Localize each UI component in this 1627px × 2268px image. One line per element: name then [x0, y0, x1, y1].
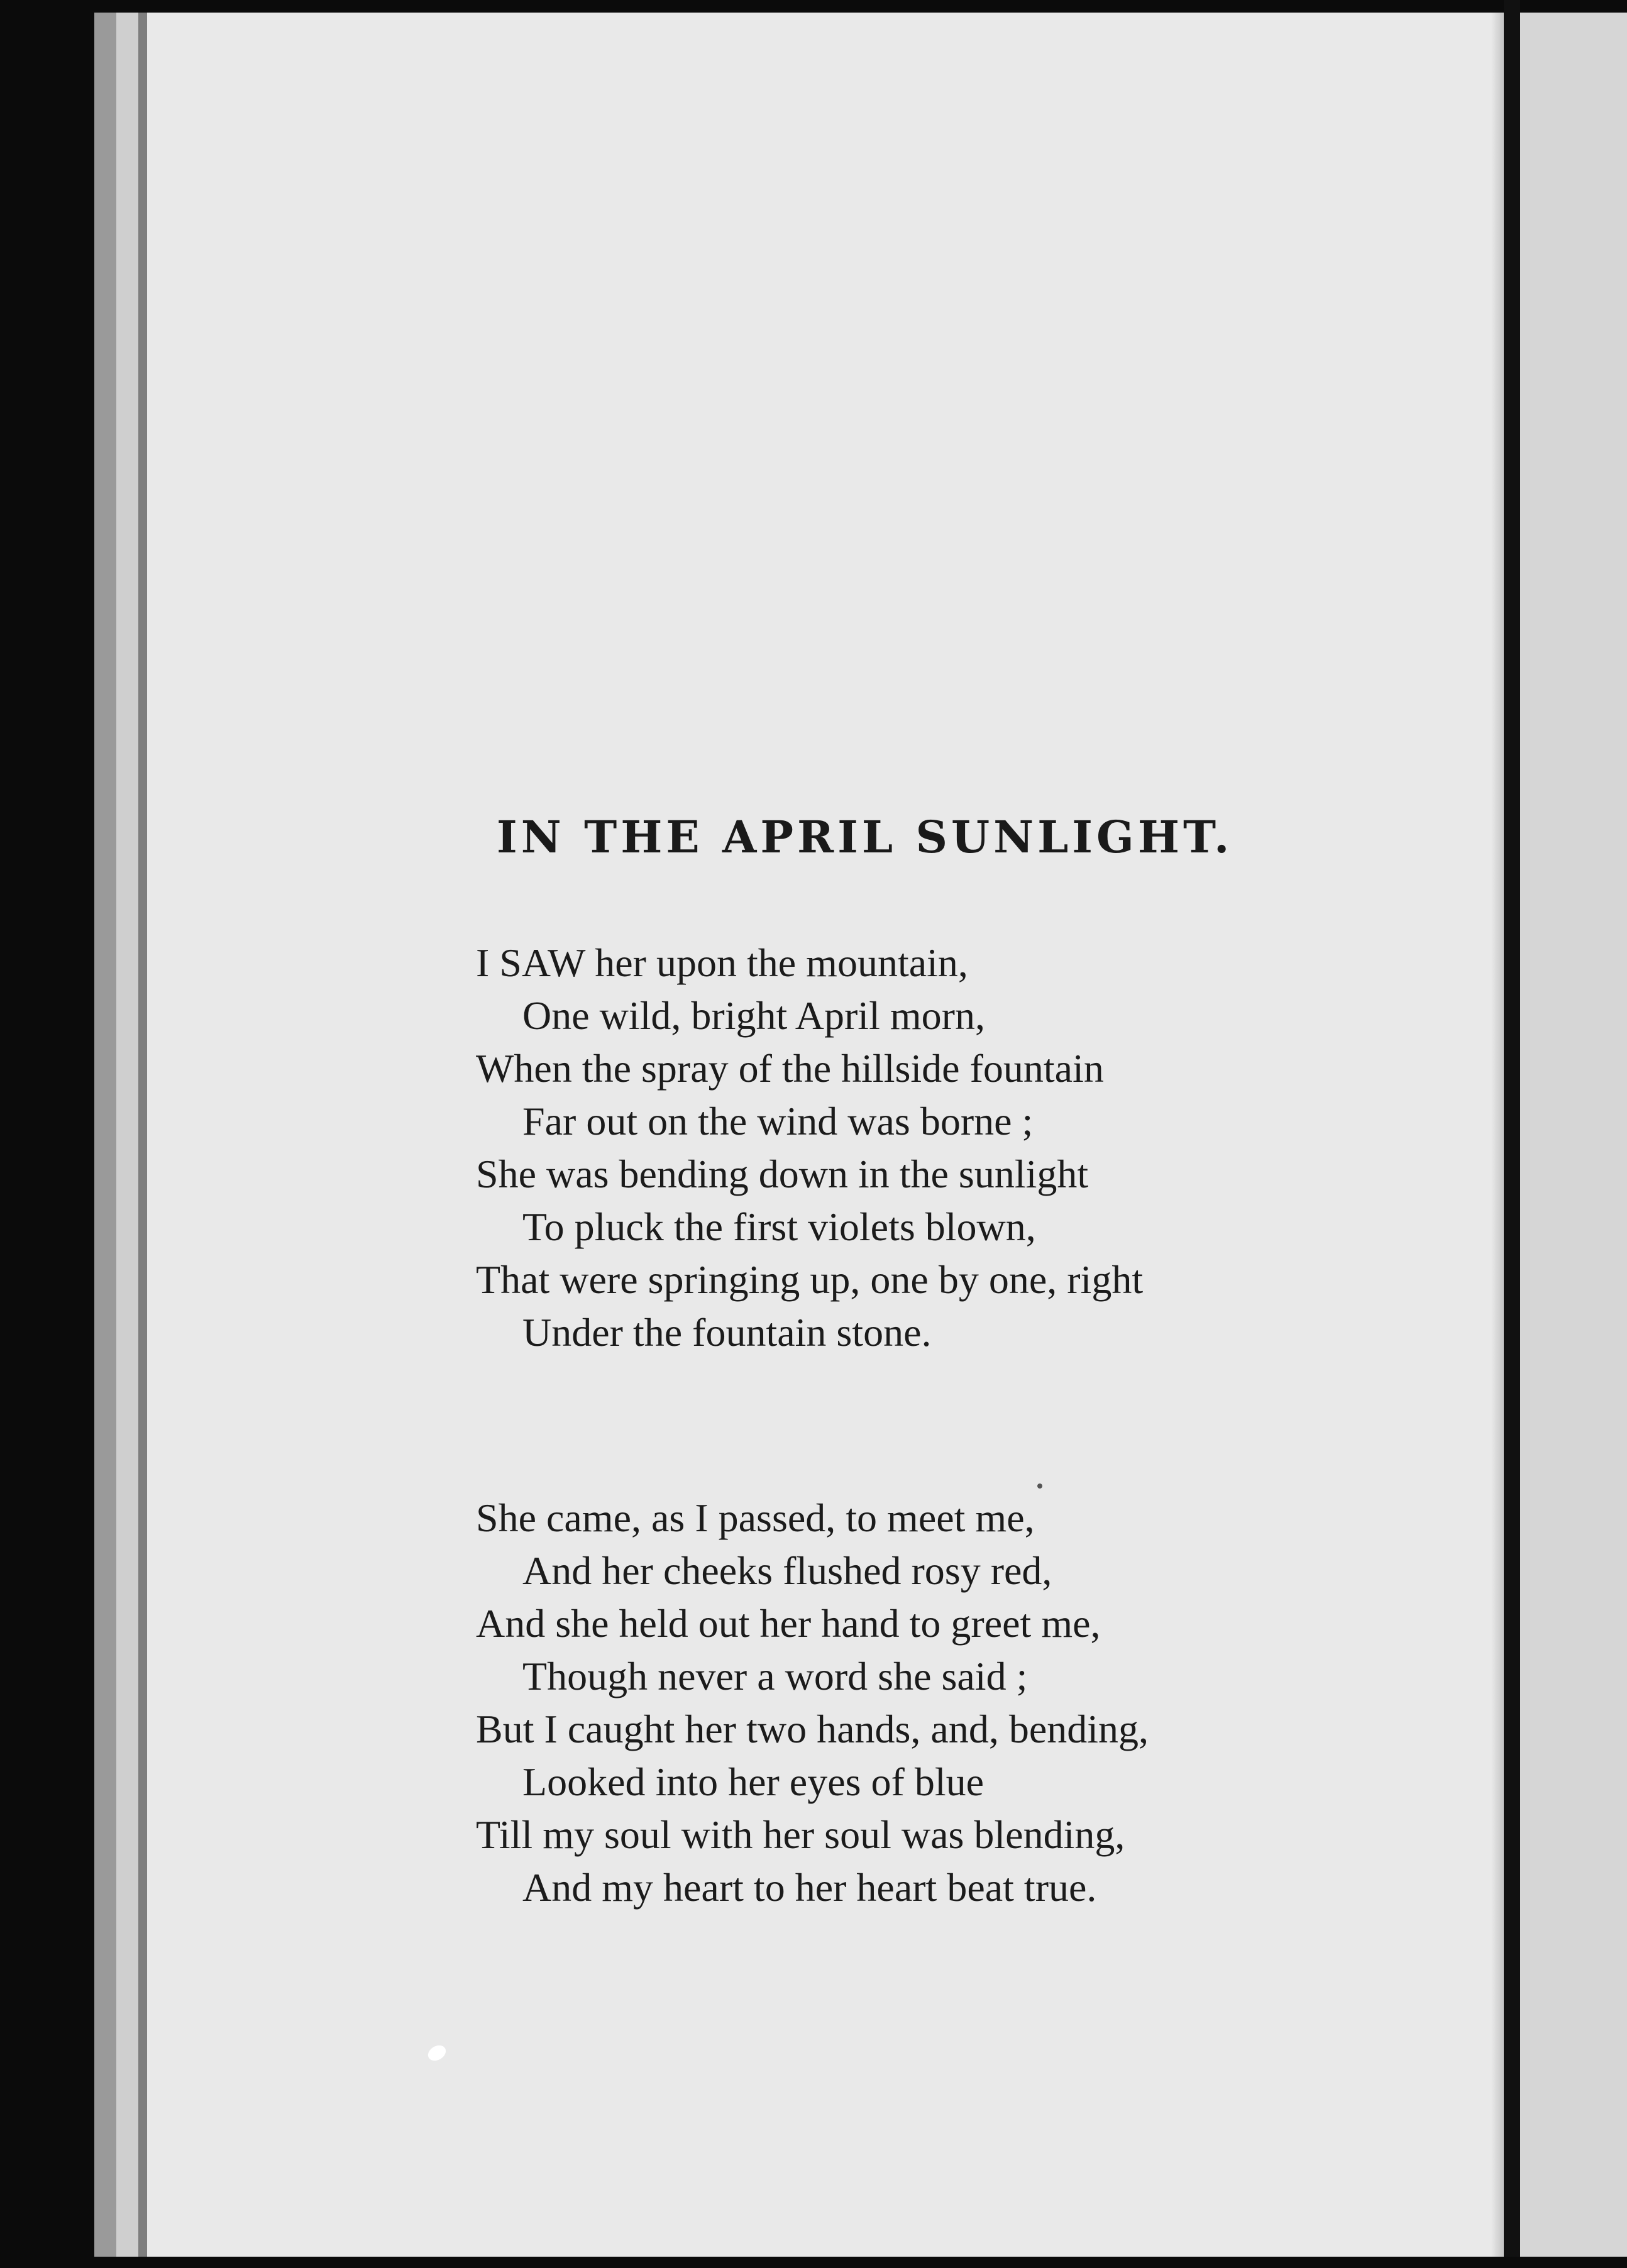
poem-line: When the spray of the hillside fountain [476, 1046, 1104, 1091]
poem-line: Far out on the wind was borne ; [522, 1099, 1034, 1143]
poem-line: And my heart to her heart beat true. [522, 1865, 1097, 1910]
poem-line: Looked into her eyes of blue [522, 1759, 984, 1804]
poem-line: One wild, bright April morn, [522, 993, 985, 1038]
poem-line: That were springing up, one by one, right [476, 1257, 1144, 1302]
scan-bottom-border [0, 2257, 1627, 2268]
scan-dust-speck [1037, 1484, 1042, 1489]
poem-line: To pluck the first violets blown, [522, 1204, 1036, 1249]
poem-line: Though never a word she said ; [522, 1654, 1028, 1698]
book-fore-edge-shadow [138, 13, 147, 2257]
poem-line: And she held out her hand to greet me, [476, 1601, 1101, 1646]
poem-stanza-1 [476, 937, 1356, 1359]
poem-line: She was bending down in the sunlight [476, 1152, 1089, 1196]
facing-page-edge [1520, 13, 1627, 2257]
poem-line: Till my soul with her soul was blending, [476, 1812, 1125, 1857]
book-fore-edge-highlight [116, 13, 138, 2257]
poem-line: She came, as I passed, to meet me, [476, 1495, 1035, 1540]
poem-line: But I caught her two hands, and, bending, [476, 1707, 1149, 1751]
poem-title: IN THE APRIL SUNLIGHT. [497, 811, 1233, 863]
poem-line: I SAW her upon the mountain, [476, 940, 968, 985]
poem-stanza-2 [476, 1492, 1356, 1914]
book-gutter [1504, 0, 1520, 2268]
poem-line: Under the fountain stone. [522, 1310, 932, 1355]
poem-line: And her cheeks flushed rosy red, [522, 1548, 1052, 1593]
page-gutter-shadow [1491, 13, 1504, 2257]
